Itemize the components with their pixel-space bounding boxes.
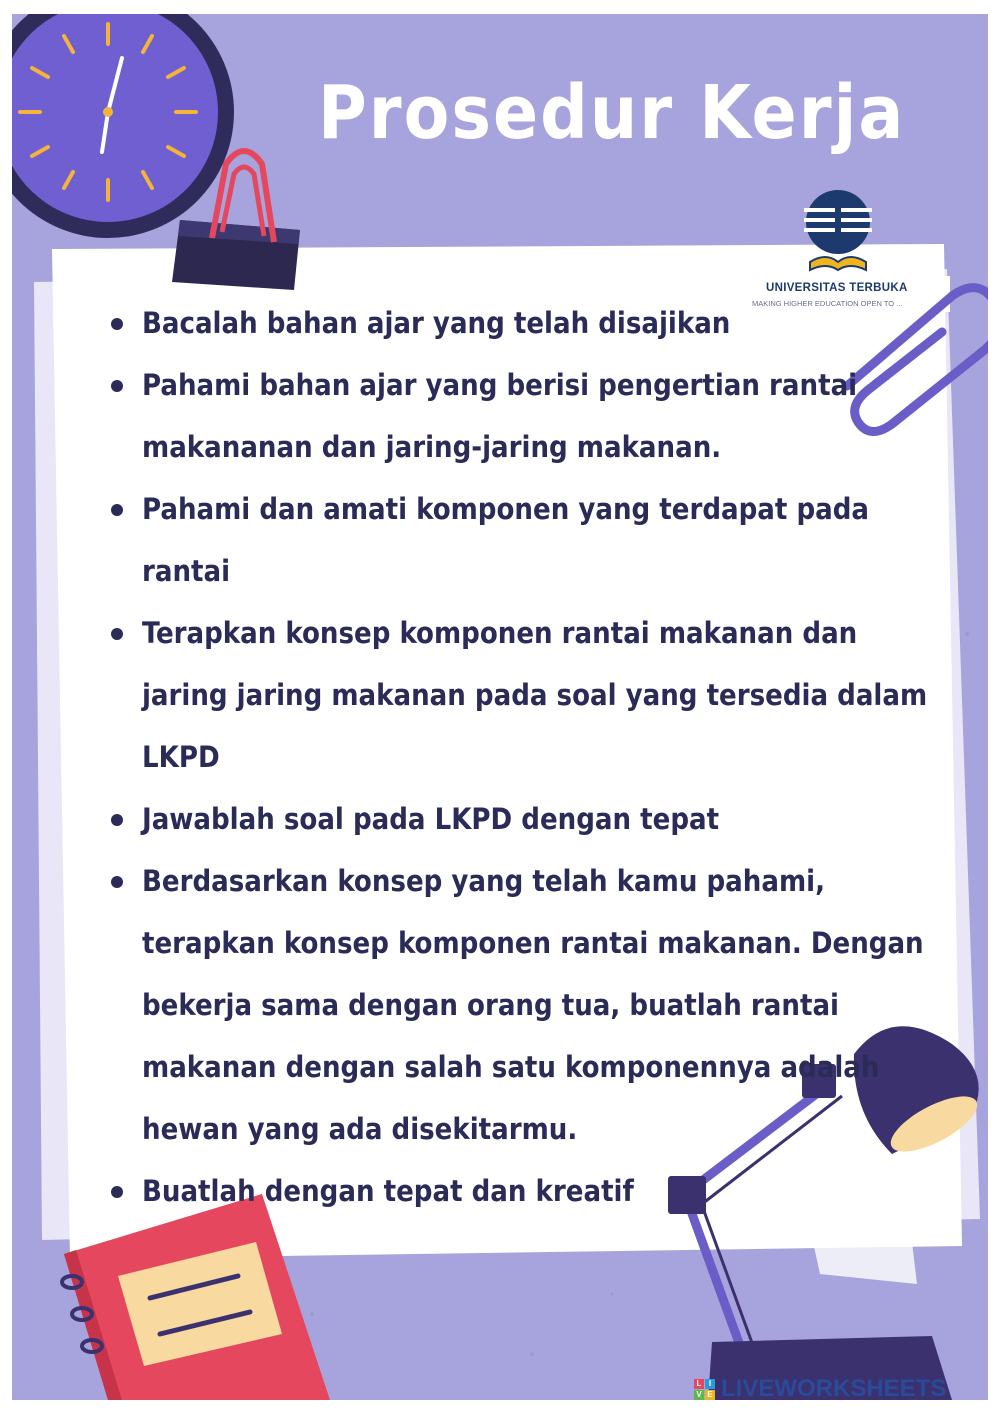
page-title: Prosedur Kerja: [318, 70, 906, 156]
procedure-step-text: Pahami dan amati komponen yang terdapat pada rantai: [142, 492, 869, 588]
bullet-icon: [111, 380, 123, 392]
bullet-icon: [111, 628, 123, 640]
procedure-step-text: Pahami bahan ajar yang berisi pengertian rantai makananan dan jaring-jaring makanan.: [142, 368, 858, 464]
procedure-step: [108, 850, 938, 1160]
procedure-list: [108, 292, 938, 1222]
bullet-icon: [111, 318, 123, 330]
procedure-step-text: Bacalah bahan ajar yang telah disajikan: [142, 306, 731, 340]
liveworksheets-logo-icon: [694, 1379, 715, 1400]
logo-name: UNIVERSITAS TERBUKA: [766, 282, 908, 294]
bullet-icon: [111, 1186, 123, 1198]
logo-letter: E: [705, 1390, 715, 1400]
logo-letter: L: [694, 1379, 704, 1389]
bullet-icon: [111, 504, 123, 516]
procedure-step: [108, 354, 938, 478]
procedure-step: [108, 602, 938, 788]
logo-letter: V: [694, 1390, 704, 1400]
procedure-step-text: Terapkan konsep komponen rantai makanan dan jaring jaring makanan pada soal yang tersedia dalam LKPD: [142, 616, 928, 774]
bullet-icon: [111, 814, 123, 826]
procedure-step: [108, 478, 938, 602]
logo-letter: I: [705, 1379, 715, 1389]
bullet-icon: [111, 876, 123, 888]
procedure-step-text: Jawablah soal pada LKPD dengan tepat: [142, 802, 720, 836]
logo-tagline: MAKING HIGHER EDUCATION OPEN TO ...: [752, 299, 903, 308]
procedure-step: [108, 1160, 938, 1222]
liveworksheets-watermark[interactable]: [694, 1375, 946, 1403]
procedure-step-text: Berdasarkan konsep yang telah kamu pahami, terapkan konsep komponen rantai makanan. Dengan bekerja sama dengan orang tua, buatlah rantai makanan dengan salah satu komponennya adalah hewan yang ada disekitarmu.: [142, 864, 924, 1146]
procedure-step-text: Buatlah dengan tepat dan kreatif: [142, 1174, 634, 1208]
clock-icon: [12, 14, 234, 238]
procedure-step: [108, 292, 938, 354]
watermark-text: LIVEWORKSHEETS: [721, 1375, 947, 1402]
procedure-step: [108, 788, 938, 850]
